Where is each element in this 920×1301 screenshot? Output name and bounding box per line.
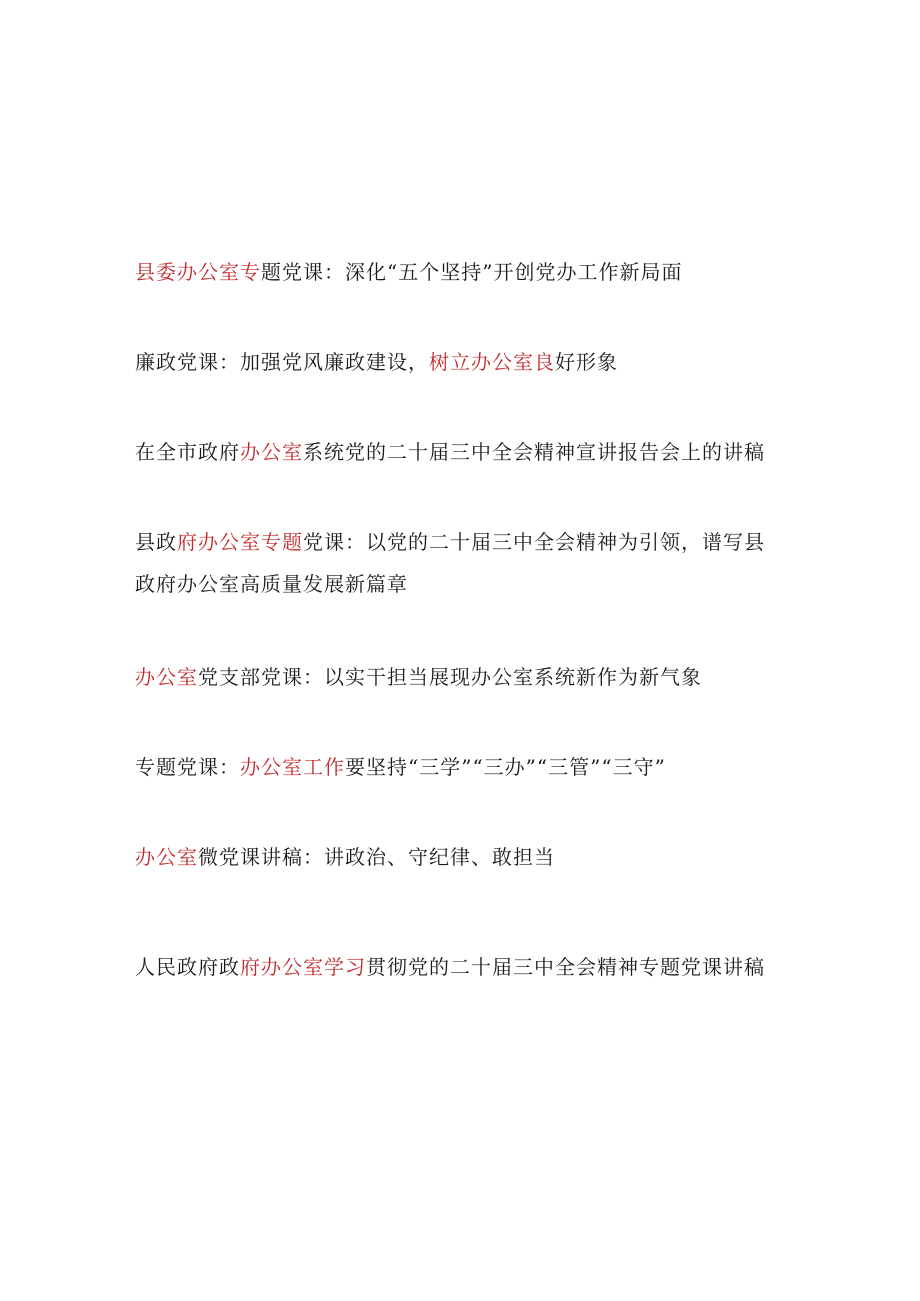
title-2-highlight: 树立办公室良	[429, 350, 555, 374]
title-entry-6	[135, 757, 666, 777]
title-4-highlight: 府办公室专题	[177, 530, 303, 554]
title-6-highlight: 办公室工作	[240, 755, 345, 779]
title-3-highlight: 办公室	[240, 440, 303, 464]
title-7-highlight: 办公室	[135, 845, 198, 869]
title-entry-4	[135, 532, 765, 594]
title-entry-3	[135, 442, 765, 462]
title-5-text: 党支部党课：以实干担当展现办公室系统新作为新气象	[198, 665, 702, 689]
title-entry-7	[135, 847, 555, 867]
title-entry-8	[135, 957, 765, 977]
title-entry-1	[135, 262, 682, 282]
title-2-text-b: 好形象	[555, 350, 618, 374]
title-entry-5	[135, 667, 702, 687]
title-1-highlight: 县委办公室专	[135, 260, 261, 284]
title-entry-2	[135, 352, 618, 372]
title-4-line-1	[135, 532, 765, 552]
title-8-highlight: 府办公室学习	[240, 955, 366, 979]
title-4-text-a: 县政	[135, 530, 177, 554]
title-5-highlight: 办公室	[135, 665, 198, 689]
title-4-text-b: 党课：以党的二十届三中全会精神为引领，谱写县	[303, 530, 765, 554]
title-2-text-a: 廉政党课：加强党风廉政建设，	[135, 350, 429, 374]
title-4-line-2: 政府办公室高质量发展新篇章	[135, 572, 408, 596]
title-3-text-a: 在全市政府	[135, 440, 240, 464]
title-3-text-b: 系统党的二十届三中全会精神宣讲报告会上的讲稿	[303, 440, 765, 464]
title-8-text-a: 人民政府政	[135, 955, 240, 979]
title-8-text-b: 贯彻党的二十届三中全会精神专题党课讲稿	[366, 955, 765, 979]
title-7-text: 微党课讲稿：讲政治、守纪律、敢担当	[198, 845, 555, 869]
title-1-text: 题党课：深化“五个坚持”开创党办工作新局面	[261, 260, 683, 284]
title-6-text-b: 要坚持“三学”“三办”“三管”“三守”	[345, 755, 666, 779]
title-6-text-a: 专题党课：	[135, 755, 240, 779]
